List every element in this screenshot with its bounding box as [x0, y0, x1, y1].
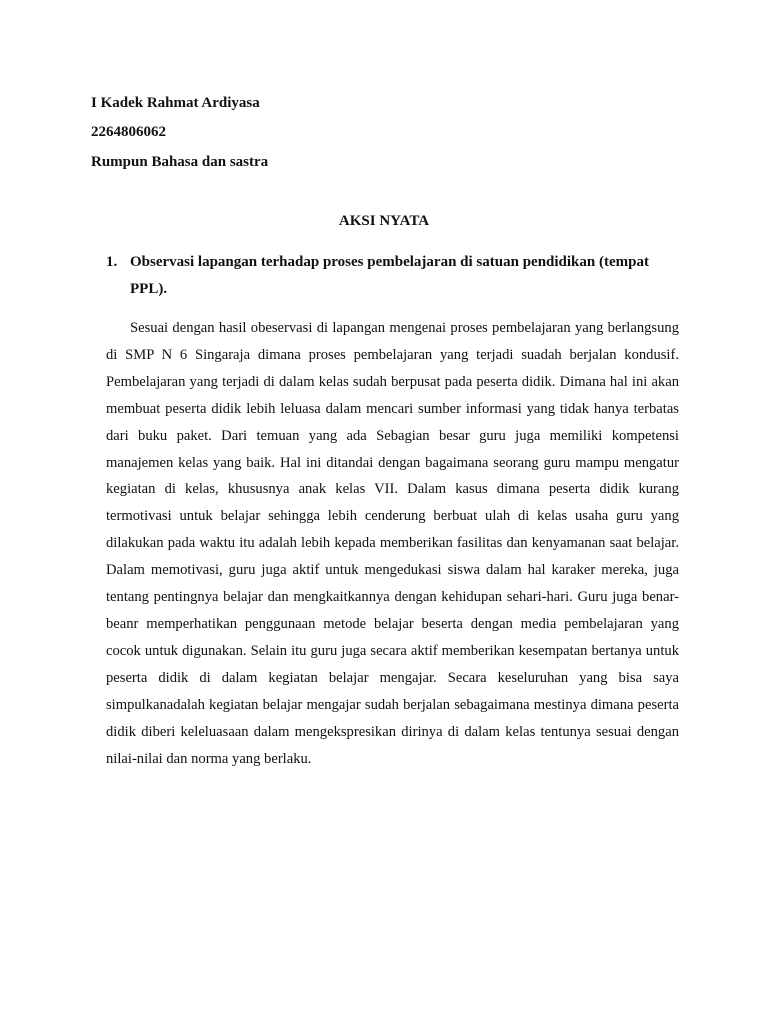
author-name: I Kadek Rahmat Ardiyasa: [91, 95, 260, 111]
student-id: 2264806062: [91, 124, 166, 140]
section-heading: [106, 249, 676, 303]
study-group: Rumpun Bahasa dan sastra: [91, 154, 269, 170]
section-number: 1.: [106, 254, 118, 270]
section-heading-text: Observasi lapangan terhadap proses pembelajaran di satuan pendidikan (tempat PPL).: [130, 254, 649, 297]
document-title: AKSI NYATA: [338, 213, 430, 229]
body-paragraph: Sesuai dengan hasil obeservasi di lapangan mengenai proses pembelajaran yang berlangsung di SMP N 6 Singaraja dimana proses pembelajaran yang terjadi suadah berjalan kondusif. Pembelajaran yang terjadi di dalam kelas sudah berpusat pada peserta didik. Dimana hal ini akan membuat peserta didik lebih leluasa dalam mencari sumber informasi yang tidak hanya terbatas dari buku paket. Dari temuan yang ada Sebagian besar guru juga memiliki kompetensi manajemen kelas yang baik. Hal ini ditandai dengan bagaimana seorang guru mampu mengatur kegiatan di kelas, khususnya anak kelas VII. Dalam kasus dimana peserta didik kurang termotivasi untuk belajar sehingga lebih cenderung berbuat ulah di kelas usaha guru yang dilakukan pada waktu itu adalah lebih kepada memberikan fasilitas dan kenyamanan saat belajar. Dalam memotivasi, guru juga aktif untuk mengedukasi siswa dalam hal karaker mereka, juga tentang pentingnya belajar dan mengkaitkannya dengan kehidupan sehari-hari. Guru juga benar-beanr memperhatikan penggunaan metode belajar beserta dengan media pembelajaran yang cocok untuk digunakan. Selain itu guru juga secara aktif memberikan kesempatan bertanya untuk peserta didik di dalam kegiatan belajar mengajar. Secara keseluruhan yang bisa saya simpulkanadalah kegiatan belajar mengajar sudah berjalan sebagaimana mestinya dimana peserta didik diberi keleluasaan dalam mengekspresikan dirinya di dalam kelas tentunya sesuai dengan nilai-nilai dan norma yang berlaku.: [106, 320, 679, 767]
